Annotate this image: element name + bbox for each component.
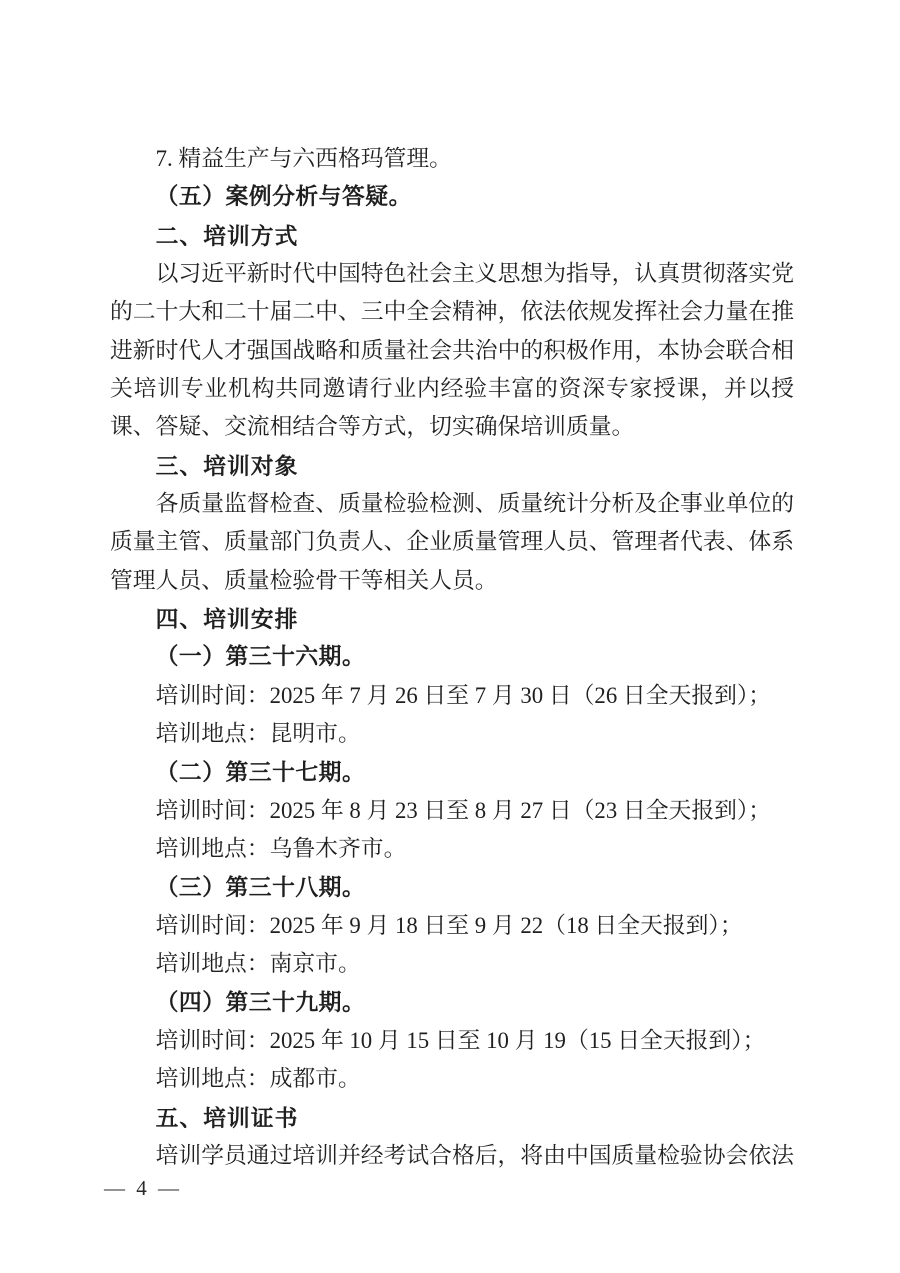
session-38-time: 培训时间：2025 年 9 月 18 日至 9 月 22（18 日全天报到）； xyxy=(155,912,743,938)
paragraph-training-targets: 各质量监督检查、质量检验检测、质量统计分析及企事业单位的质量主管、质量部门负责人、企业质量管理人员、管理者代表、体系管理人员、质量检验骨干等相关人员。 xyxy=(110,491,794,593)
page-number: — 4 — xyxy=(104,1176,182,1200)
subheading-5-case-analysis: （五）案例分析与答疑。 xyxy=(155,184,412,210)
section-heading-4-training-schedule: 四、培训安排 xyxy=(155,606,299,633)
session-36-time: 培训时间：2025 年 7 月 26 日至 7 月 30 日（26 日全天报到）； xyxy=(155,682,772,708)
numbered-item-7: 7. 精益生产与六西格玛管理。 xyxy=(155,146,452,171)
paragraph-certificate-intro: 培训学员通过培训并经考试合格后，将由中国质量检验协会依法 xyxy=(155,1142,794,1168)
session-39-title: （四）第三十九期。 xyxy=(155,989,366,1015)
session-block-37 xyxy=(110,754,794,869)
session-36-location: 培训地点：昆明市。 xyxy=(155,721,361,747)
session-block-38 xyxy=(110,869,794,984)
session-block-39 xyxy=(110,984,794,1099)
session-39-time: 培训时间：2025 年 10 月 15 日至 10 月 19（15 日全天报到）； xyxy=(155,1027,766,1053)
session-38-title: （三）第三十八期。 xyxy=(155,874,366,900)
document-body xyxy=(110,140,794,1175)
section-heading-2-training-method: 二、培训方式 xyxy=(155,222,299,249)
session-37-title: （二）第三十七期。 xyxy=(155,759,366,785)
session-36-title: （一）第三十六期。 xyxy=(155,644,366,670)
section-heading-3-training-targets: 三、培训对象 xyxy=(155,452,299,479)
session-block-36 xyxy=(110,638,794,753)
section-heading-5-certificate: 五、培训证书 xyxy=(155,1104,299,1131)
session-37-location: 培训地点：乌鲁木齐市。 xyxy=(155,836,407,862)
session-37-time: 培训时间：2025 年 8 月 23 日至 8 月 27 日（23 日全天报到）； xyxy=(155,797,772,823)
session-39-location: 培训地点：成都市。 xyxy=(155,1066,361,1092)
session-38-location: 培训地点：南京市。 xyxy=(155,951,361,977)
paragraph-training-method: 以习近平新时代中国特色社会主义思想为指导，认真贯彻落实党的二十大和二十届二中、三中全会精神，依法依规发挥社会力量在推进新时代人才强国战略和质量社会共治中的积极作用，本协会联合相关培训专业机构共同邀请行业内经验丰富的资深专家授课，并以授课、答疑、交流相结合等方式，切实确保培训质量。 xyxy=(110,261,794,440)
